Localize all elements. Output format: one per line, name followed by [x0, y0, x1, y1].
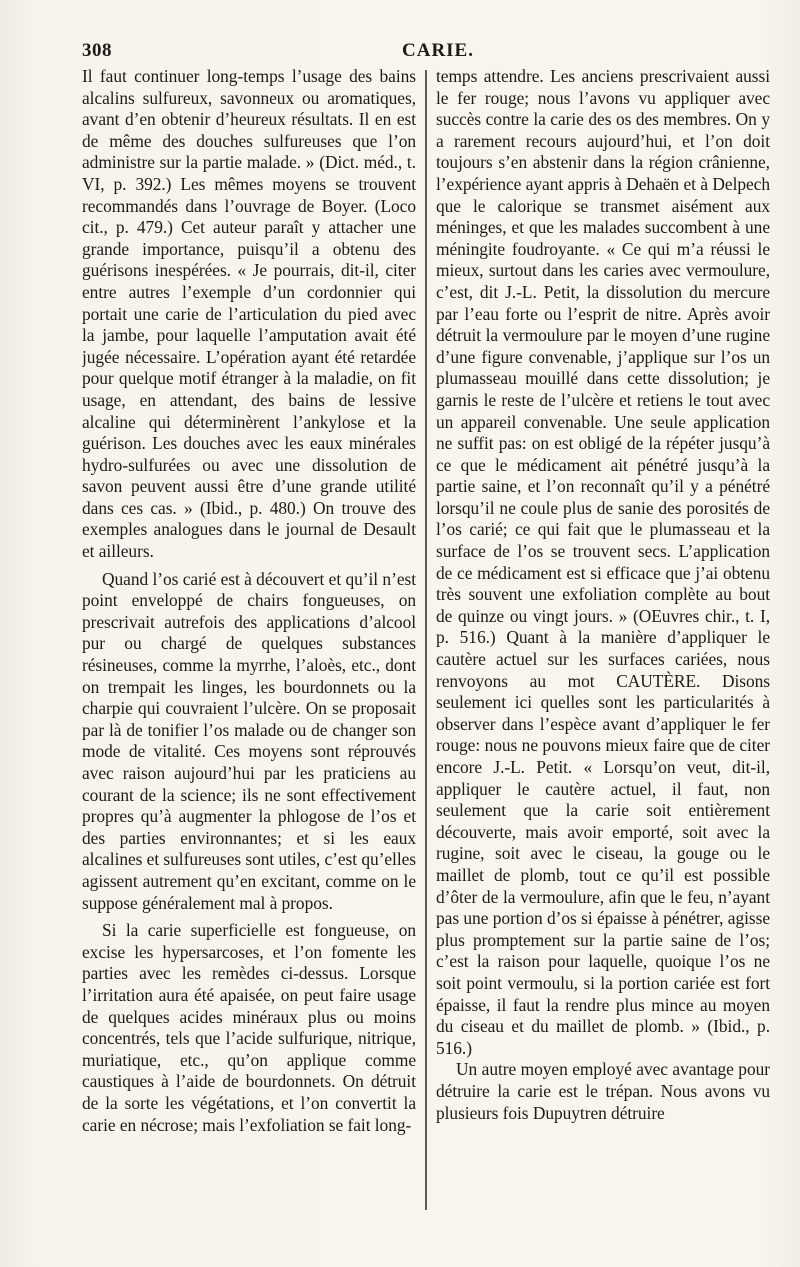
paragraph-continued: Il faut continuer long-temps l’usage des bains alcalins sulfureux, savonneux ou aromatiques, avant d’en obtenir d’heureux résultats. Il en est de même des douches sulfureuses que l’on administre sur la partie malade. » (Dict. méd., t. VI, p. 392.) Les mêmes moyens se trouvent recommandés dans l’ouvrage de Boyer. (Loco cit., p. 479.) Cet auteur paraît y attacher une grande importance, puisqu’il a obtenu des guérisons inespérées. « Je pourrais, dit-il, citer entre autres l’exemple d’un cordonnier qui portait une carie de l’articulation du pied avec la jambe, pour laquelle l’amputation avait été jugée nécessaire. L’opération ayant été retardée pour quelque motif étranger à la maladie, on fit usage, en attendant, des bains de lessive alcaline qui déterminèrent l’ankylose et la guérison. Les douches avec les eaux minérales hydro-sulfurées ou avec une dissolution de savon peuvent aussi être d’une grande utilité dans ces cas. » (Ibid., p. 480.) On trouve des exemples analogues dans le journal de Desault et ailleurs. — [82, 66, 416, 562]
left-column — [82, 66, 416, 1216]
paragraph: Un autre moyen employé avec avantage pour détruire la carie est le trépan. Nous avons vu plusieurs fois Dupuytren détruire — [436, 1059, 770, 1123]
page-header — [82, 40, 772, 66]
running-head: CARIE. — [402, 40, 474, 61]
column-divider — [425, 70, 427, 1210]
paragraph-continued: temps attendre. Les anciens prescrivaient aussi le fer rouge; nous l’avons vu appliquer avec succès contre la carie des os des membres. On y a rarement recours aujourd’hui, et l’on doit toujours s’en abstenir dans la région crânienne, l’expérience ayant appris à Dehaën et à Delpech que le calorique se transmet aisément aux méninges, et que les malades succombent à une méningite foudroyante. « Ce qui m’a réussi le mieux, surtout dans les caries avec vermoulure, c’est, dit J.-L. Petit, la dissolution du mercure par l’eau forte ou l’esprit de nitre. Après avoir détruit la vermoulure par le moyen d’une rugine d’une figure convenable, j’applique sur l’os un plumasseau mouillé dans cette dissolution; je garnis le reste de l’ulcère et retiens le tout avec un appareil convenable. Une seule application ne suffit pas: on est obligé de la répéter jusqu’à ce que le médicament ait pénétré jusqu’à la partie saine, et l’on reconnaît qu’il y a pénétré lorsqu’il ne coule plus de sanie des porosités de l’os carié; ce qui fait que le plumasseau et la surface de l’os se trouvent secs. L’application de ce médicament est si efficace que j’ai obtenu très souvent une exfoliation complète au bout de quinze ou vingt jours. » (OEuvres chir., t. I, p. 516.) Quant à la manière d’appliquer le cautère actuel sur les surfaces cariées, nous renvoyons au mot CAUTÈRE. Disons seulement ici quelles sont les particularités à observer dans l’espèce avant d’appliquer le fer rouge: nous ne pouvons mieux faire que de citer encore J.-L. Petit. « Lorsqu’on veut, dit-il, appliquer le cautère actuel, il faut, non seulement que la carie soit entièrement découverte, mais avoir emporté, soit avec la rugine, soit avec le ciseau, la gouge ou le maillet de plomb, tout ce qu’il est possible d’ôter de la vermoulure, afin que le feu, n’ayant pas une portion d’os si épaisse à pénétrer, agisse plus promptement sur la partie saine de l’os; c’est la raison pour laquelle, quoique l’os ne soit point vermoulu, si la portion cariée est fort épaisse, il faut la rendre plus mince au moyen du ciseau et du maillet de plomb. » (Ibid., p. 516.) — [436, 66, 770, 1058]
paragraph: Quand l’os carié est à découvert et qu’il n’est point enveloppé de chairs fongueuses, on prescrivait autrefois des applications d’alcool pur ou chargé de quelques substances résineuses, comme la myrrhe, l’aloès, etc., dont on trempait les linges, les bourdonnets ou la charpie qui couvraient l’ulcère. On se proposait par là de tonifier l’os malade ou de changer son mode de vitalité. Ces moyens sont réprouvés avec raison aujourd’hui par les praticiens au courant de la science; ils ne sont effectivement propres qu’à augmenter la phlogose de l’os et des parties environnantes; et si les eaux alcalines et sulfureuses sont utiles, c’est qu’elles agissent autrement qu’en excitant, comme on le suppose généralement mal à propos. — [82, 568, 416, 913]
page-number: 308 — [82, 40, 112, 61]
paragraph: Si la carie superficielle est fongueuse, on excise les hypersarcoses, et l’on fomente les parties avec les remèdes ci-dessus. Lorsque l’irritation aura été apaisée, on peut faire usage de quelques acides minéraux plus ou moins concentrés, tels que l’acide sulfurique, nitrique, muriatique, etc., qu’on applique comme caustiques à l’aide de bourdonnets. On détruit de la sorte les végétations, et l’on convertit la carie en nécrose; mais l’exfoliation se fait long- — [82, 920, 416, 1135]
right-column — [436, 66, 770, 1216]
